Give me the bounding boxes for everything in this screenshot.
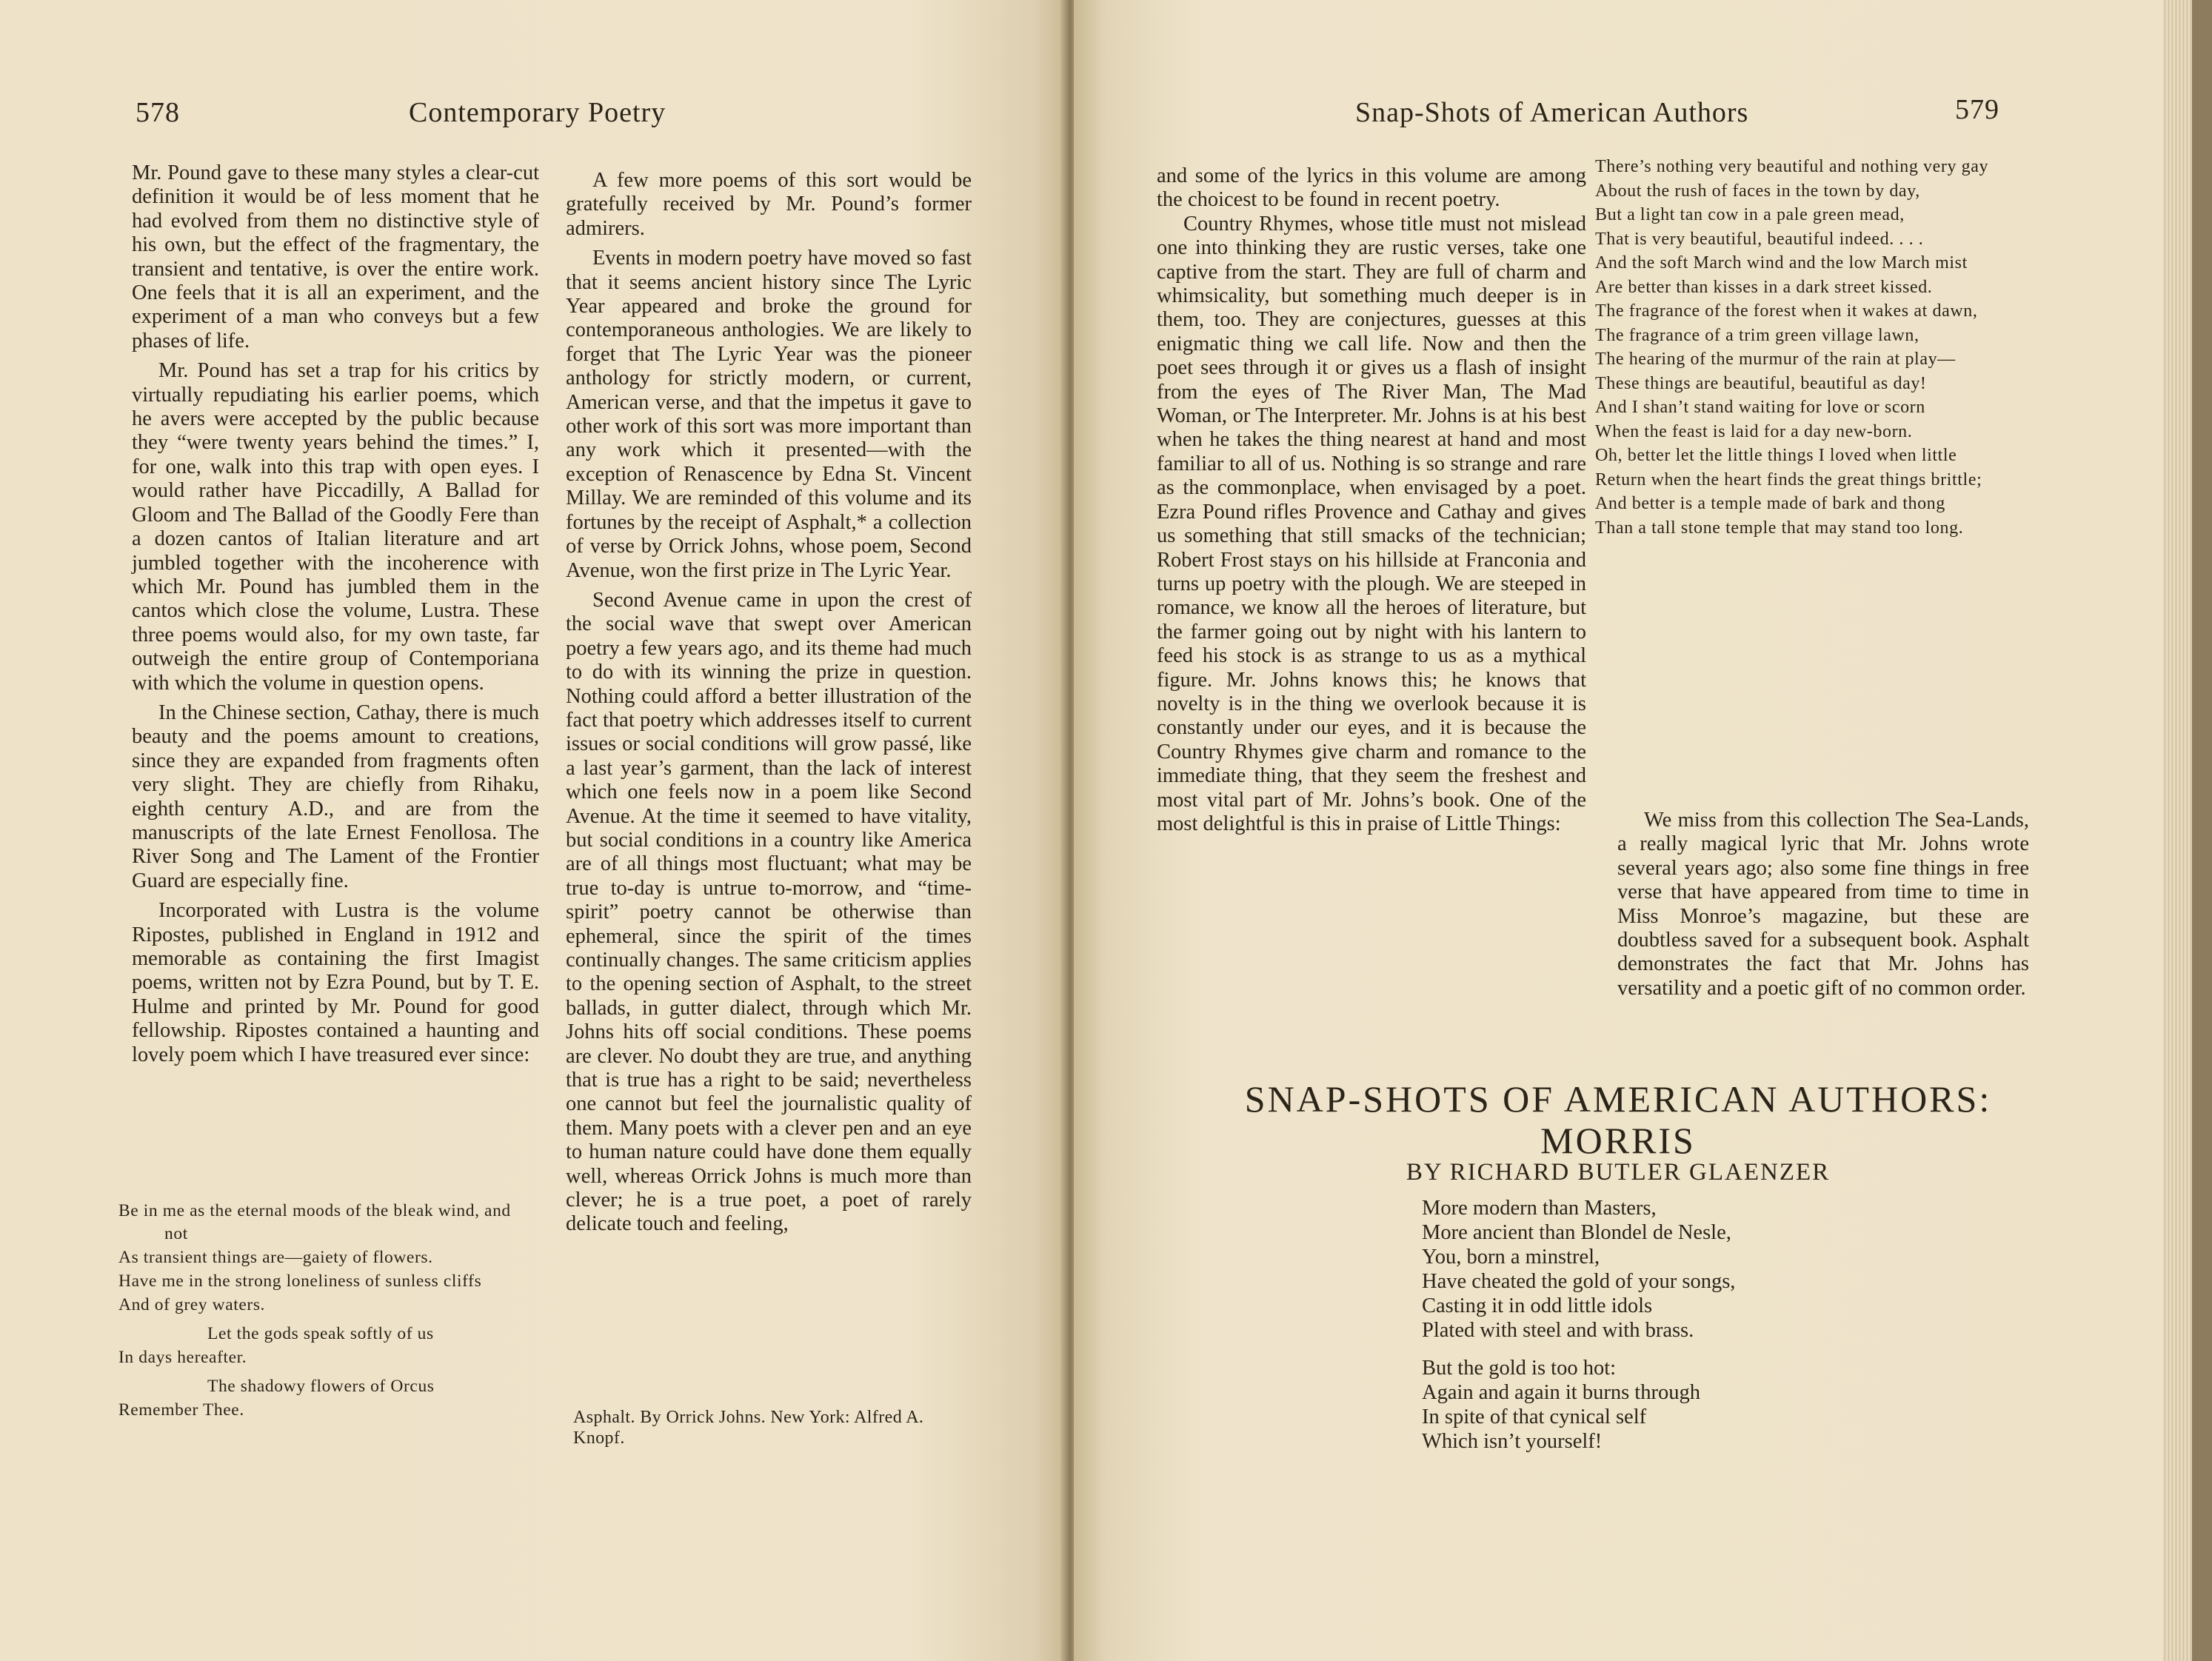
verse-line: In spite of that cynical self: [1422, 1406, 1647, 1428]
poem-line: Have me in the strong loneliness of sunless cliffs: [118, 1271, 482, 1291]
poem-line: Remember Thee.: [118, 1400, 244, 1420]
verse-stanza: [1422, 1356, 1735, 1454]
little-things-poem: [1595, 156, 2010, 540]
paragraph: Events in modern poetry have moved so fast that it seems ancient history since The Lyric Year appeared and broke the ground for contemporaneous anthologies. We are likely to forget that The Lyric Year was the pioneer anthology for strictly modern, or current, American verse, and that the impetus it gave to other work of this sort was more important than any work which it presented—with the exception of Renascence by Edna St. Vincent Millay. We are reminded of this volume and its fortunes by the receipt of Asphalt,* a collection of verse by Orrick Johns, whose poem, Second Avenue, won the first prize in The Lyric Year.: [566, 247, 972, 582]
verse-line: Which isn’t yourself!: [1422, 1430, 1603, 1453]
article-title: [1074, 1078, 2162, 1161]
paragraph: Incorporated with Lustra is the volume Ripostes, published in England in 1912 and memorable as containing the first Imagist poems, written not by Ezra Pound, but by T. E. Hulme and printed by Mr. Pound for good fellowship. Ripostes contained a haunting and lovely poem which I have treasured ever since:: [132, 899, 539, 1066]
poem-line: And the soft March wind and the low March mist: [1595, 253, 1968, 273]
poem-line: In days hereafter.: [118, 1348, 247, 1367]
left-page: [0, 0, 1066, 1661]
poem-line: Oh, better let the little things I loved when little: [1595, 446, 1957, 465]
left-poem-ripostes: [118, 1200, 533, 1422]
poem-line: These things are beautiful, beautiful as day!: [1595, 373, 1927, 393]
paragraph: We miss from this collection The Sea-Lands, a really magical lyric that Mr. Johns wrote several years ago; also some fine things in free verse that have appeared from time to time in Miss Monroe’s magazine, but these are doubtless saved for a subsequent book. Asphalt demonstrates the fact that Mr. Johns has versatility and a poetic gift of no common order.: [1617, 809, 2029, 1000]
paragraph: and some of the lyrics in this volume are among the choicest to be found in recent poetry.: [1157, 164, 1586, 212]
right-page-number: 579: [1955, 94, 1999, 125]
poem-line: Than a tall stone temple that may stand too long.: [1595, 518, 1964, 538]
poem-line: That is very beautiful, beautiful indeed. . . .: [1595, 229, 1924, 249]
paragraph: Second Avenue came in upon the crest of the social wave that swept over American poetry a few years ago, and its theme had much to do with its winning the prize in question. Nothing could afford a better illustration of the fact that poetry which addresses itself to current issues or social conditions will grow passé, like a last year’s garment, than the lack of interest which one feels now in a poem like Second Avenue. At the time it seemed to have vitality, but social conditions in a country like America are of all things most fluctuant; what may be true to-day is untrue to-morrow, and “time-spirit” poetry cannot be otherwise than ephemeral, since the spirit of the times continually changes. The same criticism applies to the opening section of Asphalt, to the street ballads, in gutter dialect, through which Mr. Johns hits off social conditions. These poems are clever. No doubt they are true, and anything that is true has a right to be said; nevertheless one cannot but feel the journalistic quality of them. Many poets with a clever pen and an eye to human nature could have done them equally well, whereas Orrick Johns is much more than clever; he is a true poet, a poet of rarely delicate touch and feeling,: [566, 588, 972, 1236]
poem-line: And better is a temple made of bark and thong: [1595, 494, 1945, 513]
poem-line: There’s nothing very beautiful and nothing very gay: [1595, 157, 1989, 176]
poem-line: About the rush of faces in the town by day,: [1595, 181, 1920, 201]
left-column-1: [132, 161, 539, 1067]
verse-stanza: [1422, 1196, 1735, 1343]
poem-line: And I shan’t stand waiting for love or scorn: [1595, 398, 1925, 417]
poem-line: The fragrance of a trim green village lawn,: [1595, 325, 1919, 345]
verse-line: More modern than Masters,: [1422, 1197, 1657, 1220]
footnote-text: Asphalt. By Orrick Johns. New York: Alfred A. Knopf.: [573, 1408, 924, 1448]
book-cover-edge: [2192, 0, 2212, 1661]
verse-line: More ancient than Blondel de Nesle,: [1422, 1221, 1731, 1244]
verse-line: Casting it in odd little idols: [1422, 1294, 1653, 1317]
verse-line: But the gold is too hot:: [1422, 1357, 1617, 1380]
verse-line: You, born a minstrel,: [1422, 1246, 1600, 1269]
left-page-number: 578: [136, 97, 180, 128]
verse-line: Again and again it burns through: [1422, 1381, 1700, 1404]
left-running-head: Contemporary Poetry: [409, 97, 666, 128]
poem-line: And of grey waters.: [118, 1295, 266, 1314]
poem-line: When the feast is laid for a day new-born.: [1595, 421, 1913, 441]
poem-line: The fragrance of the forest when it wakes at dawn,: [1595, 301, 1978, 321]
poem-line: As transient things are—gaiety of flowers.: [118, 1248, 433, 1267]
poem-line: Return when the heart finds the great things brittle;: [1595, 469, 1982, 489]
left-column-2: [566, 169, 972, 1237]
article-title-line: SNAP-SHOTS OF AMERICAN AUTHORS:: [1244, 1078, 1992, 1120]
footnote: [552, 1407, 967, 1448]
right-column-2-paragraph: [1617, 809, 2029, 1000]
verse-line: Have cheated the gold of your songs,: [1422, 1270, 1736, 1293]
paragraph: Mr. Pound has set a trap for his critics by virtually repudiating his earlier poems, which he avers were accepted by the public because they “were twenty years behind the times.” I, for one, walk into this trap with open eyes. I would rather have Piccadilly, A Ballad for Gloom and The Ballad of the Goodly Fere than a dozen cantos of Italian literature and art jumbled together with the incoherence with which Mr. Pound has jumbled them in the cantos which close the volume, Lustra. These three poems would also, for my own taste, far outweigh the entire group of Contemporiana with which the volume in question opens.: [132, 359, 539, 695]
right-column-1: [1157, 164, 1586, 836]
poem-line: But a light tan cow in a pale green mead,: [1595, 205, 1905, 224]
morris-verse: [1422, 1196, 1735, 1454]
article-byline: BY RICHARD BUTLER GLAENZER: [1406, 1159, 1831, 1186]
verse-line: Plated with steel and with brass.: [1422, 1319, 1694, 1342]
paragraph: In the Chinese section, Cathay, there is much beauty and the poems amount to creations, since they are expanded from fragments often very slight. They are chiefly from Rihaku, eighth century A.D., and are from the manuscripts of the late Ernest Fenollosa. The River Song and The Lament of the Frontier Guard are especially fine.: [132, 701, 539, 892]
article-title-line: MORRIS: [1540, 1120, 1696, 1161]
poem-line: The shadowy flowers of Orcus: [207, 1377, 435, 1396]
paragraph: A few more poems of this sort would be gratefully received by Mr. Pound’s former admirers.: [566, 169, 972, 240]
right-running-head: Snap-Shots of American Authors: [1355, 97, 1749, 128]
poem-line: The hearing of the murmur of the rain at play—: [1595, 350, 1956, 369]
poem-line: Be in me as the eternal moods of the bleak wind, and not: [118, 1201, 511, 1243]
paragraph: Country Rhymes, whose title must not mislead one into thinking they are rustic verses, take one captive from the start. They are full of charm and whimsicality, but something much deeper is in them, too. They are conjectures, guesses at this enigmatic thing we call life. Now and then the poet sees through it or gives us a flash of insight from the eyes of The River Man, The Mad Woman, or The Interpreter. Mr. Johns is at his best when he takes the thing nearest at hand and most familiar to all of us. Nothing is so strange and rare as the commonplace, when envisaged by a poet. Ezra Pound rifles Provence and Cathay and gives us something that still smacks of the technician; Robert Frost stays on his hillside at Franconia and turns up poetry with the plough. We are steeped in romance, we know all the heroes of literature, but the farmer going out by night with his lantern to feed his stock is as strange to us as a mythical figure. Mr. Johns knows this; he knows that novelty is in the thing we overlook because it is constantly under our eyes, and it is because the Country Rhymes give charm and romance to the immediate thing, that they seem the freshest and most vital part of Mr. Johns’s book. One of the most delightful is this in praise of Little Things:: [1157, 212, 1586, 835]
poem-line: Are better than kisses in a dark street kissed.: [1595, 277, 1933, 297]
paragraph: Mr. Pound gave to these many styles a clear-cut definition it would be of less moment that he had evolved from them no distinctive style of his own, but the effect of the fragmentary, the transient and tentative, is over the entire work. One feels that it is all an experiment, and the experiment of a man who conveys but a few phases of life.: [132, 161, 539, 352]
poem-line: Let the gods speak softly of us: [207, 1324, 434, 1343]
